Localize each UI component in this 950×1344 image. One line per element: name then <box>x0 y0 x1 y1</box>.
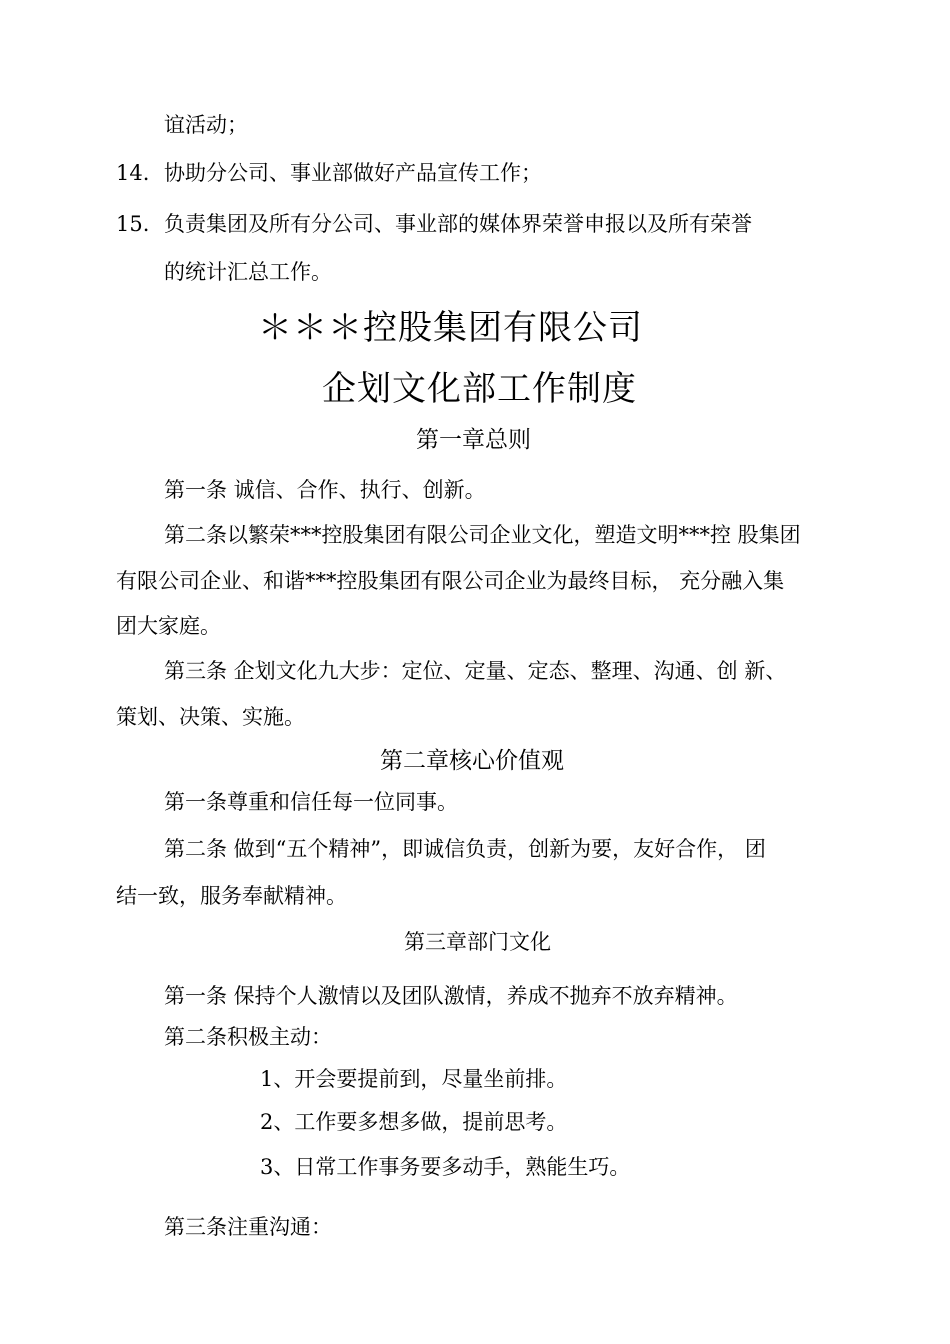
chapter-1-article-2-cont: 团大家庭。 <box>116 614 221 638</box>
chapter-1-heading: 第一章总则 <box>416 427 531 453</box>
list-number: 15. <box>116 212 150 236</box>
chapter-3-list-item: 3、日常工作事务要多动手，熟能生巧。 <box>260 1155 631 1179</box>
list-item-15-continuation: 的统计汇总工作。 <box>164 260 332 284</box>
chapter-2-article-1: 第一条尊重和信任每一位同事。 <box>164 790 458 814</box>
list-item-14 <box>116 159 542 187</box>
document-title: ＊＊＊控股集团有限公司 <box>258 308 643 348</box>
chapter-1-article-3-cont: 策划、决策、实施。 <box>116 705 305 729</box>
chapter-1-article-2: 第二条以繁荣***控股集团有限公司企业文化，塑造文明***控 股集团 <box>164 523 801 547</box>
chapter-3-article-2: 第二条积极主动： <box>164 1025 332 1049</box>
chapter-3-article-3: 第三条注重沟通： <box>164 1215 332 1239</box>
chapter-3-list-item: 1、开会要提前到，尽量坐前排。 <box>260 1067 568 1091</box>
list-text: 负责集团及所有分公司、事业部的媒体界荣誉申报以及所有荣誉 <box>164 212 752 236</box>
list-number: 14. <box>116 161 150 185</box>
chapter-3-heading: 第三章部门文化 <box>404 930 551 954</box>
chapter-3-list-item: 2、工作要多想多做，提前思考。 <box>260 1110 568 1134</box>
list-text: 协助分公司、事业部做好产品宣传工作； <box>164 161 542 185</box>
chapter-2-heading: 第二章核心价值观 <box>380 748 564 774</box>
chapter-3-article-1: 第一条 保持个人激情以及团队激情，养成不抛弃不放弃精神。 <box>164 984 738 1008</box>
chapter-1-article-3: 第三条 企划文化九大步：定位、定量、定态、整理、沟通、创 新、 <box>164 659 787 683</box>
document-subtitle: 企划文化部工作制度 <box>322 369 637 409</box>
continuation-line: 谊活动； <box>164 113 248 137</box>
chapter-1-article-1: 第一条 诚信、合作、执行、创新。 <box>164 478 486 502</box>
list-item-15 <box>116 210 752 238</box>
chapter-2-article-2: 第二条 做到“五个精神”，即诚信负责，创新为要，友好合作， 团 <box>164 837 766 861</box>
chapter-1-article-2-cont: 有限公司企业、和谐***控股集团有限公司企业为最终目标， 充分融入集 <box>116 569 785 593</box>
chapter-2-article-2-cont: 结一致，服务奉献精神。 <box>116 884 347 908</box>
